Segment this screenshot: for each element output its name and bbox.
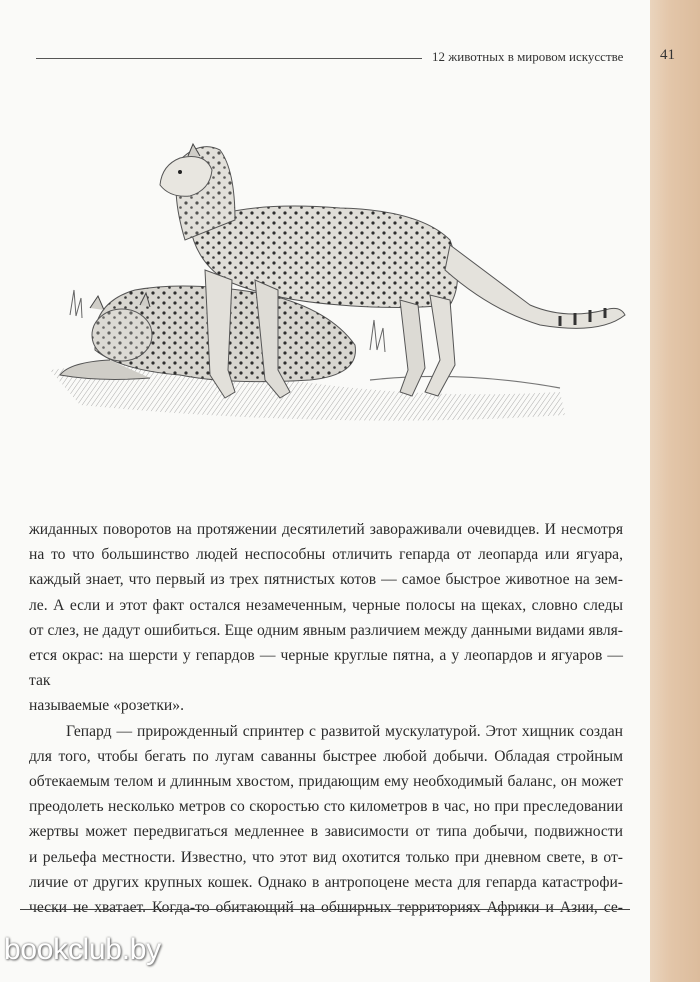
line: жиданных поворотов на протяжении десятилетий завораживали очевидцев. И несмотря (29, 521, 623, 538)
watermark-logo: bookclub.by (4, 933, 161, 966)
running-head: 12 животных в мировом искусстве (432, 49, 624, 64)
line: каждый знает, что первый из трех пятнистых котов — самое быстрое животное на зем- (29, 571, 623, 589)
line: на то что большинство людей неспособны отличить гепарда от леопарда или ягуара, (29, 546, 623, 564)
line: жертвы может передвигаться медленнее в зависимости от типа добычи, подвижности (29, 823, 623, 841)
line: от слез, не дадут ошибиться. Еще одним явным различием между данными видами явля- (29, 621, 623, 639)
body-text (29, 517, 623, 920)
footer-rule (20, 909, 630, 910)
line: называемые «розетки». (29, 697, 184, 715)
line: ется окрас: на шерсти у гепардов — черные круглые пятна, а у леопардов и ягуаров — так (29, 647, 623, 690)
line: ле. А если и этот факт остался незамеченным, черные полосы на щеках, словно следы (29, 596, 623, 614)
line: для того, чтобы бегать по лугам саванны быстрее любой добычи. Обладая стройным (29, 747, 623, 765)
cheetah-engraving-icon (40, 130, 630, 430)
line: и рельефа местности. Известно, что этот вид охотится только при дневном свете, в от- (29, 848, 623, 866)
line: обтекаемым телом и длинным хвостом, придающим ему необходимый баланс, он может (29, 773, 623, 791)
page-edge (650, 0, 700, 982)
line: Гепард — прирожденный спринтер с развитой мускулатурой. Этот хищник создан (66, 722, 623, 740)
header-rule (36, 58, 422, 59)
line: чески не хватает. Когда-то обитающий на обширных территориях Африки и Азии, се- (29, 899, 623, 917)
page-number: 41 (660, 47, 675, 63)
line: личие от других крупных кошек. Однако в антропоцене места для гепарда катастрофи- (29, 873, 623, 891)
line: преодолеть несколько метров со скоростью сто километров в час, но при преследовании (29, 798, 623, 816)
